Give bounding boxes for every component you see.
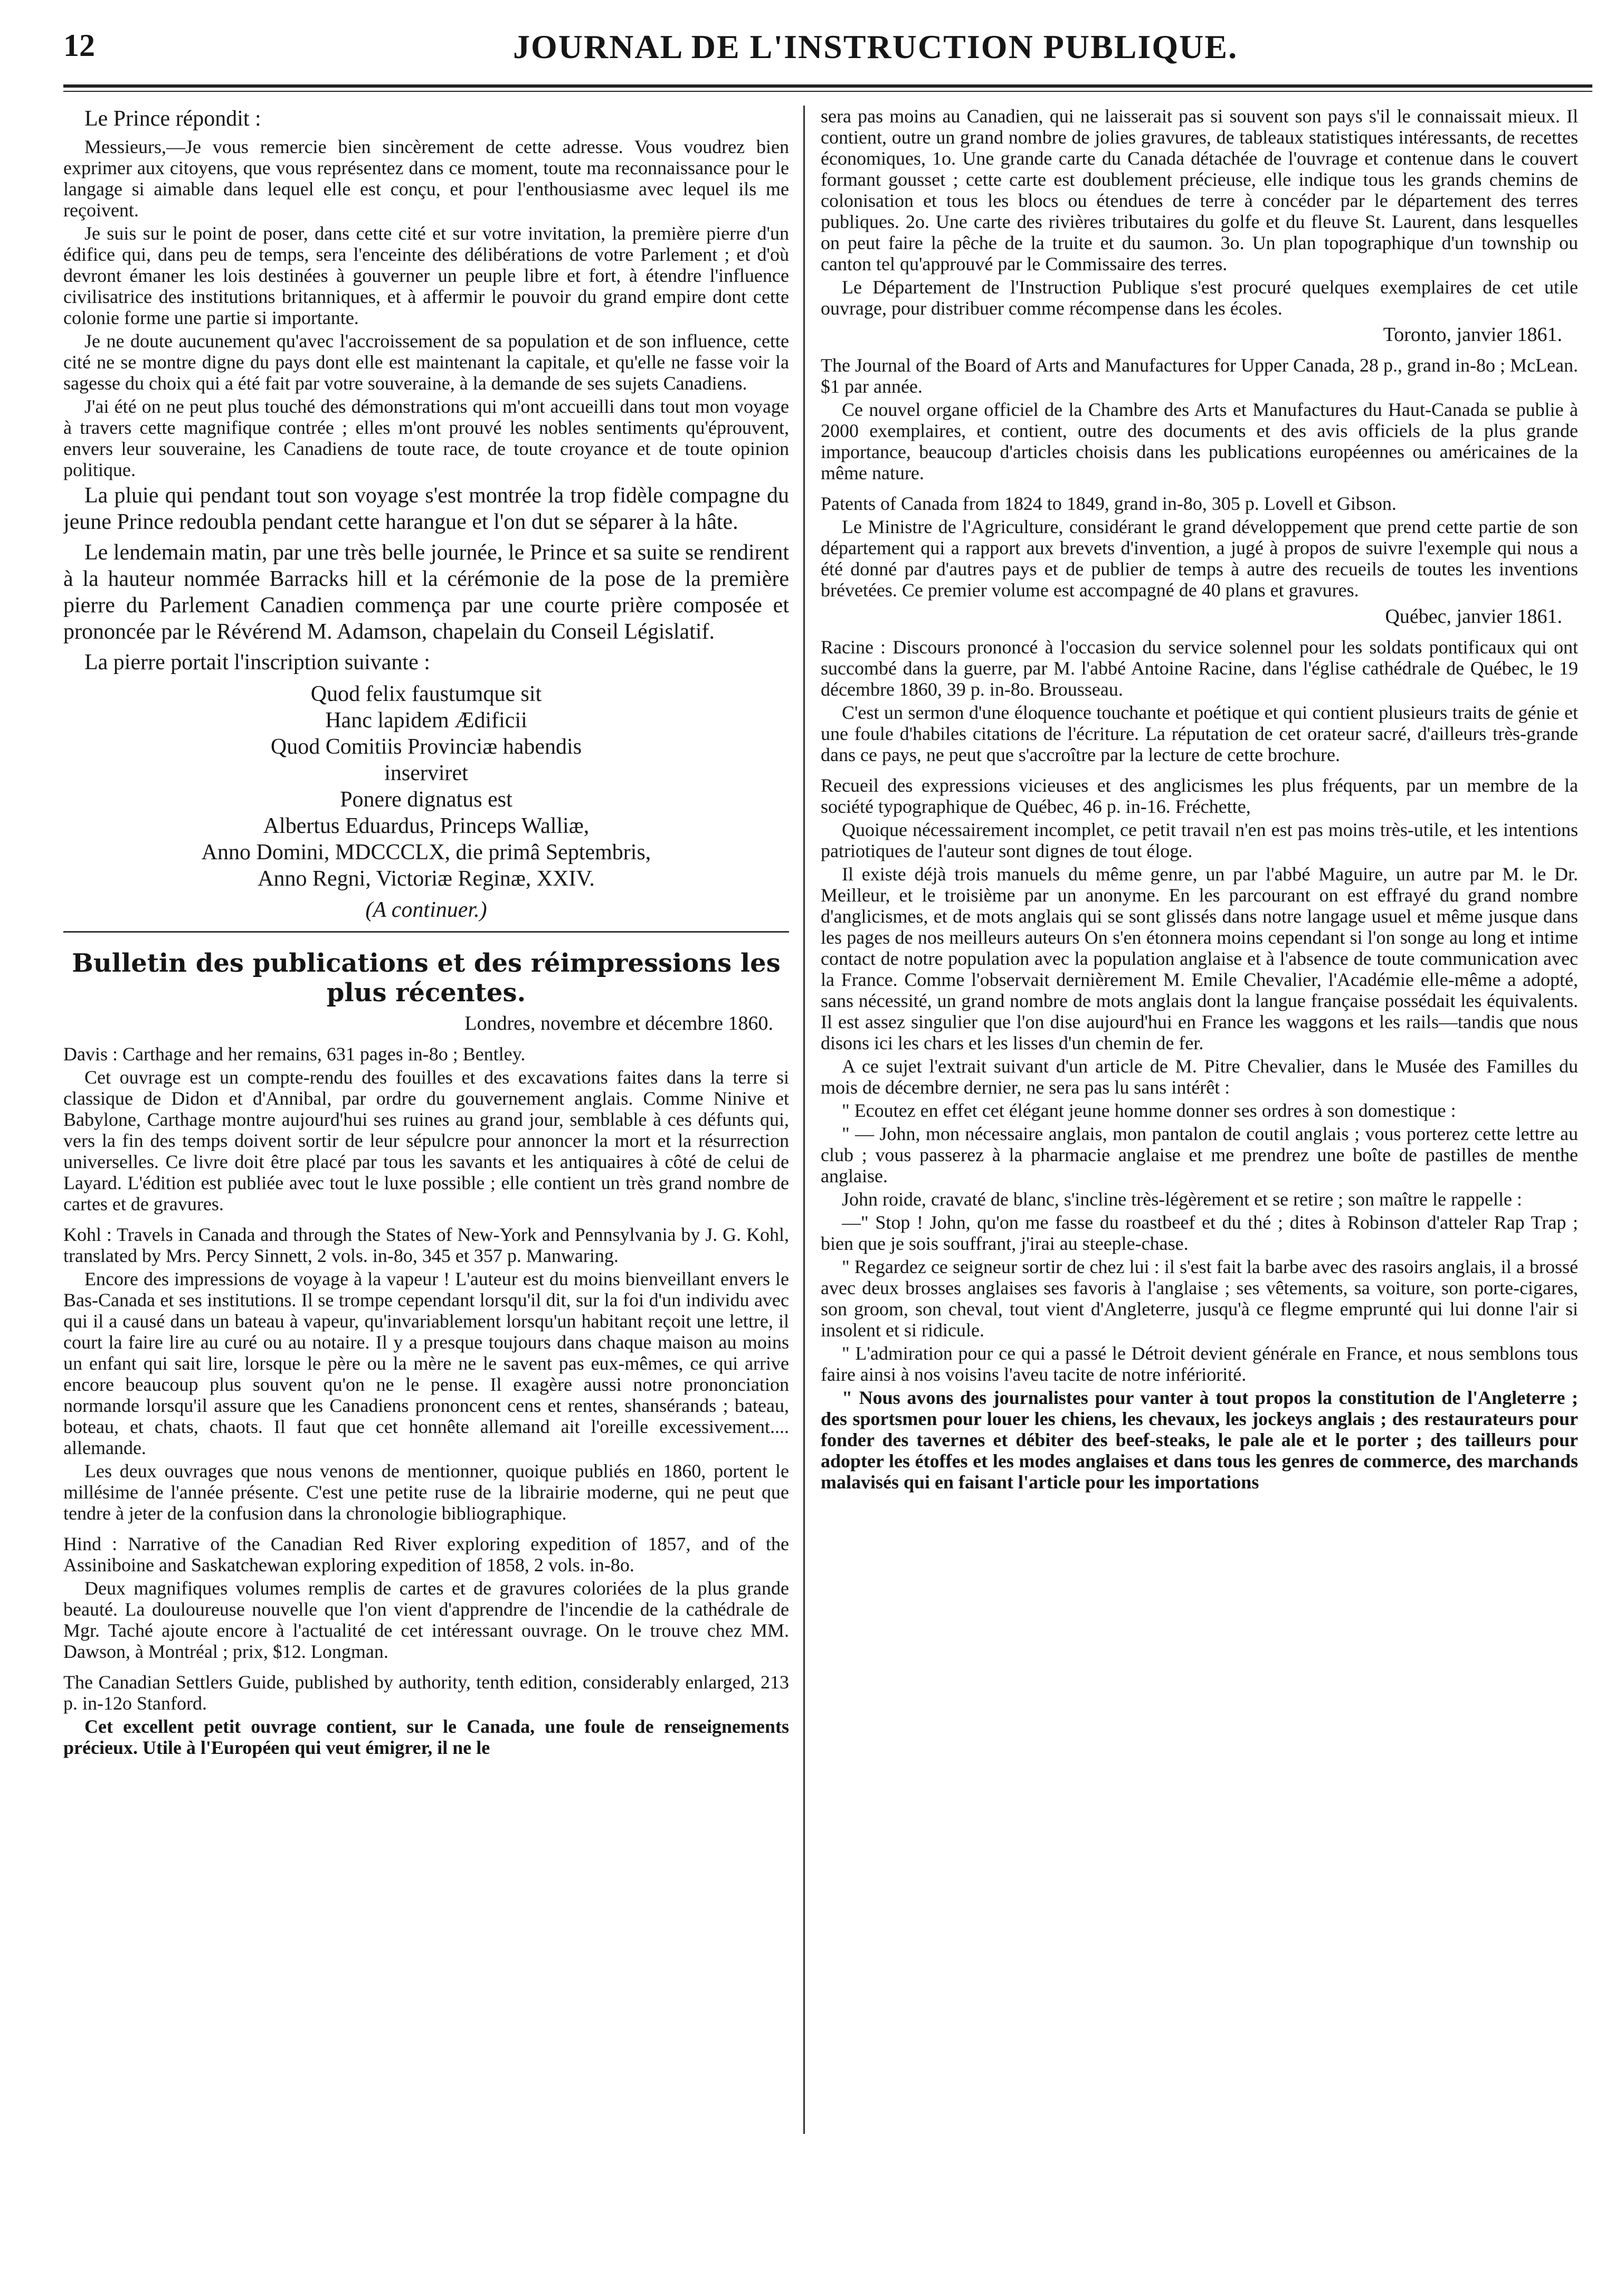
- section-separator: [63, 931, 789, 933]
- narrative-paragraph: La pierre portait l'inscription suivante :: [84, 650, 430, 675]
- entry-heading-racine: Racine : Discours prononcé à l'occasion du service solennel pour les soldats pontificaux qui ont succombé dans la guerre, par M. l'abbé Antoine Racine, dans l'église cathédrale de Québec, le 19 décembre 1860, 39 p. in-8o. Brousseau.: [821, 637, 1578, 700]
- right-column: [821, 106, 1578, 2150]
- speech-paragraph: Je ne doute aucunement qu'avec l'accroissement de sa population et de son influence, cette cité ne se montre digne du pays dont elle est maintenant la capitale, et qu'elle ne fasse voir la sagesse du choix qui a été fait par votre souveraine, à la demande de ses sujets Canadiens.: [63, 330, 789, 394]
- page-number: 12: [63, 28, 95, 63]
- entry-body: Le Ministre de l'Agriculture, considérant le grand développement que prend cette partie de son département qui a rapport aux brevets d'invention, a jugé à propos de suivre l'exemple qui nous a été donné par d'autres pays et de publier de temps à autre des recueils de toutes les inventions brévetées. Ce premier volume est accompagné de 40 plans et gravures.: [821, 516, 1578, 601]
- speech-paragraph: Messieurs,—Je vous remercie bien sincèrement de cette adresse. Vous voudrez bien exprimer aux citoyens, que vous représentez dans ce moment, toute ma reconnaissance pour le langage si aimable dans lequel elle est conçu, et pour l'enthousiasme avec lequel ils me reçoivent.: [63, 136, 789, 221]
- narrative-paragraph: Le lendemain matin, par une très belle journée, le Prince et sa suite se rendirent à la hauteur nommée Barracks hill et la cérémonie de la pose de la première pierre du Parlement Canadien commença par une courte prière composée et prononcée par le Révérend M. Adamson, chapelain du Conseil Législatif.: [63, 540, 789, 644]
- header-rule-thin: [63, 91, 1592, 92]
- continued-paragraph: sera pas moins au Canadien, qui ne laisserait pas si souvent son pays s'il le connaissait mieux. Il contient, outre un grand nombre de jolies gravures, de tableaux statistiques intéressants, de recettes économiques, 1o. Une grande carte du Canada détachée de l'ouvrage et contenue dans le couvert formant gousset ; cette carte est doublement précieuse, elle indique tous les grands chemins de colonisation et tous les blocs ou étendues de terre à concéder par le département des terres publiques. 2o. Une carte des rivières tributaires du golfe et du fleuve St. Laurent, dans lesquelles on peut faire la pêche de la truite et du saumon. 3o. Un plan topographique d'un township ou canton tel qu'approuvé par le Commissaire des terres.: [821, 106, 1578, 274]
- entry-body: Ce nouvel organe officiel de la Chambre des Arts et Manufactures du Haut-Canada se publie à 2000 exemplaires, et contient, outre des documents et des avis officiels de la plus grande importance, beaucoup d'articles choisis dans les publications européennes ou américaines de la même nature.: [821, 399, 1578, 483]
- quote-paragraph: " Nous avons des journalistes pour vanter à tout propos la constitution de l'Angleterre ; des sportsmen pour louer les chiens, les chevaux, les jockeys anglais ; des restaurateurs pour fonder des tavernes et débiter des beef-steaks, le pale ale et le porter ; des tailleurs pour adopter les étoffes et les modes anglaises et dans tous les genres de commerce, des marchands malavisés qui en faisant l'article pour les importations: [821, 1387, 1578, 1493]
- header-rule: [63, 84, 1592, 88]
- entry-body: A ce sujet l'extrait suivant d'un article de M. Pitre Chevalier, dans le Musée des Familles du mois de décembre dernier, ne sera pas lu sans intérêt :: [821, 1056, 1578, 1098]
- entry-heading-kohl: Kohl : Travels in Canada and through the States of New-York and Pennsylvania by J. G. Kohl, translated by Mrs. Percy Sinnett, 2 vols. in-8o, 345 et 357 p. Manwaring.: [63, 1224, 789, 1266]
- inscription-line: Ponere dignatus est: [340, 787, 512, 812]
- inscription-line: Quod felix faustumque sit: [310, 682, 542, 706]
- running-title: JOURNAL DE L'INSTRUCTION PUBLIQUE.: [512, 28, 1238, 65]
- entry-heading-hind: Hind : Narrative of the Canadian Red River exploring expedition of 1857, and of the Assiniboine and Saskatchewan exploring expedition of 1858, 2 vols. in-8o.: [63, 1533, 789, 1576]
- stone-inscription: [63, 681, 789, 892]
- prince-reply-intro-block: [63, 106, 789, 132]
- left-column: [63, 106, 789, 2150]
- entry-body: Encore des impressions de voyage à la vapeur ! L'auteur est du moins bienveillant envers le Bas-Canada et ses institutions. Il se trompe cependant lorsqu'il dit, sur la foi d'un individu avec qui il a causé dans un bateau à vapeur, qu'invariablement lorsqu'un habitant reçoit une lettre, il court la faire lire au curé ou au notaire. Il y a presque toujours dans chaque maison au moins un enfant qui sait lire, lorsque le père ou la mère ne le savent pas eux-mêmes, ce qui arrive encore beaucoup plus souvent qu'on ne le pense. Il exagère aussi notre prononciation normande lorsqu'il assure que les Canadiens prononcent cens et rentes, shansérands ; bateau, boteau, et chats, chaots. Il faut que cet honnête allemand ait l'oreille excessivement.... allemande.: [63, 1268, 789, 1458]
- inscription-line: Anno Domini, MDCCCLX, die primâ Septembris,: [201, 840, 651, 865]
- entry-heading-settlers-guide: The Canadian Settlers Guide, published by authority, tenth edition, considerably enlarged, 213 p. in-12o Stanford.: [63, 1672, 789, 1714]
- narrative-paragraph: La pluie qui pendant tout son voyage s'est montrée la trop fidèle compagne du jeune Prince redoubla pendant cette harangue et l'on dut se séparer à la hâte.: [63, 483, 789, 534]
- entry-heading-journal: The Journal of the Board of Arts and Manufactures for Upper Canada, 28 p., grand in-8o ; McLean. $1 par année.: [821, 355, 1578, 397]
- narrative-block: [63, 482, 789, 676]
- entry-body: Les deux ouvrages que nous venons de mentionner, quoique publiés en 1860, portent le millésime de l'année présente. C'est une petite ruse de la librairie moderne, qui ne peut que tendre à jeter de la confusion dans la chronologie bibliographique.: [63, 1460, 789, 1524]
- quote-paragraph: " L'admiration pour ce qui a passé le Détroit devient générale en France, et nous semblons tous faire ainsi à nos voisins l'aveu tacite de notre infériorité.: [821, 1343, 1578, 1385]
- inscription-line: Hanc lapidem Ædificii: [325, 708, 527, 733]
- inscription-line: inserviret: [384, 761, 468, 785]
- quote-paragraph: " Regardez ce seigneur sortir de chez lui : il s'est fait la barbe avec des rasoirs anglais, il a brossé avec deux brosses anglaises ses favoris à l'anglaise ; ses vêtements, sa voiture, son porte-cigares, son groom, son cheval, tout vient d'Angleterre, jusqu'à ce flegme emprunté qui lui donne l'air si insolent et si ridicule.: [821, 1256, 1578, 1341]
- paragraph: Le Département de l'Instruction Publique s'est procuré quelques exemplaires de cet utile ouvrage, pour distribuer comme récompense dans les écoles.: [821, 277, 1578, 319]
- entry-heading-recueil: Recueil des expressions vicieuses et des anglicismes les plus fréquents, par un membre de la société typographique de Québec, 46 p. in-16. Fréchette,: [821, 775, 1578, 817]
- inscription-line: Albertus Eduardus, Princeps Walliæ,: [263, 814, 590, 838]
- to-be-continued: (A continuer.): [365, 898, 487, 922]
- entry-heading-davis: Davis : Carthage and her remains, 631 pages in-8o ; Bentley.: [63, 1043, 526, 1065]
- dateline-toronto: Toronto, janvier 1861.: [1383, 324, 1562, 346]
- inscription-line: Quod Comitiis Provinciæ habendis: [270, 735, 582, 759]
- entry-heading-patents: Patents of Canada from 1824 to 1849, grand in-8o, 305 p. Lovell et Gibson.: [821, 493, 1397, 514]
- entry-body: Cet ouvrage est un compte-rendu des fouilles et des excavations faites dans la terre si classique de Didon et d'Annibal, par ordre du gouvernement anglais. Comme Ninive et Babylone, Carthage montre aujourd'hui ses ruines au grand jour, semblable à ces défunts qui, vers la fin des temps doivent sortir de leur sépulcre pour annoncer la mort et la résurrection universelles. Ce livre doit être placé par tous les savants et les antiquaires à côté de celui de Layard. L'édition est publiée avec tout le luxe possible ; elle contient un très grand nombre de cartes et de gravures.: [63, 1067, 789, 1214]
- quote-paragraph: " Ecoutez en effet cet élégant jeune homme donner ses ordres à son domestique :: [842, 1100, 1456, 1121]
- entry-body: Quoique nécessairement incomplet, ce petit travail n'en est pas moins très-utile, et les intentions patriotiques de l'auteur sont dignes de tout éloge.: [821, 819, 1578, 861]
- prince-reply-intro: Le Prince répondit :: [84, 107, 261, 131]
- quote-paragraph: " — John, mon nécessaire anglais, mon pantalon de coutil anglais ; vous porterez cette lettre au club ; vous passerez à la pharmacie anglaise et me prendrez une boîte de pastilles de menthe anglaise.: [821, 1123, 1578, 1187]
- column-divider: [803, 106, 805, 2134]
- inscription-line: Anno Regni, Victoriæ Reginæ, XXIV.: [258, 867, 595, 891]
- entry-body: Deux magnifiques volumes remplis de cartes et de gravures coloriées de la plus grande beauté. La douloureuse nouvelle que l'on vient d'apprendre de l'incendie de la cathédrale de Mgr. Taché ajoute encore à l'actualité de cet intéressant ouvrage. On le trouve chez MM. Dawson, à Montréal ; prix, $12. Longman.: [63, 1578, 789, 1662]
- entry-body: Il existe déjà trois manuels du même genre, un par l'abbé Maguire, un autre par M. le Dr. Meilleur, et le troisième par un anonyme. En les parcourant on est effrayé du grand nombre d'anglicismes, et de mots anglais qui se sont glissés dans notre langage usuel et même jusque dans les pages de nos meilleurs auteurs On s'en étonnera moins cependant si l'on songe au long et intime contact de notre population avec la population anglaise et à l'absence de toute communication avec la France. Comme l'observait dernièrement M. Emile Chevalier, l'Académie elle-même a adopté, sans nécessité, un grand nombre de mots anglais dont la langue française possédait les équivalents. Il est assez singulier que l'on dise aujourd'hui en France les waggons et les rails—tandis que nous disons ici les chars et les lisses d'un chemin de fer.: [821, 863, 1578, 1054]
- entry-body: C'est un sermon d'une éloquence touchante et poétique et qui contient plusieurs traits de génie et une foule d'habiles citations de l'écriture. La réputation de cet orateur sacré, d'ailleurs très-grande dans ce pays, ne peut que s'accroître par la lecture de cette brochure.: [821, 702, 1578, 765]
- speech-paragraph: J'ai été on ne peut plus touché des démonstrations qui m'ont accueilli dans tout mon voyage à travers cette magnifique contrée ; elles m'ont prouvé les nobles sentiments qu'éprouvent, envers leur souveraine, les Canadiens de toute race, de toute croyance et de toute opinion politique.: [63, 396, 789, 480]
- entry-body: Cet excellent petit ouvrage contient, sur le Canada, une foule de renseignements précieux. Utile à l'Européen qui veut émigrer, il ne le: [63, 1716, 789, 1758]
- speech-paragraph: Je suis sur le point de poser, dans cette cité et sur votre invitation, la première pierre d'un édifice qui, dans peu de temps, sera l'enceinte des délibérations de votre Parlement ; et d'où devront émaner les lois destinées à gouverner un peuple libre et fort, à étendre l'influence civilisatrice des institutions britanniques, et à affermir le pouvoir du grand empire dont cette colonie forme une partie si importante.: [63, 223, 789, 328]
- dateline-quebec: Québec, janvier 1861.: [1385, 605, 1562, 628]
- quote-paragraph: —" Stop ! John, qu'on me fasse du roastbeef et du thé ; dites à Robinson d'atteler Rap Trap ; bien que je sois souffrant, j'irai au steeple-chase.: [821, 1212, 1578, 1254]
- bulletin-heading: Bulletin des publications et des réimpressions les plus récentes.: [72, 948, 781, 1008]
- dateline-london: Londres, novembre et décembre 1860.: [464, 1012, 773, 1035]
- quote-paragraph: John roide, cravaté de blanc, s'incline très-légèrement et se retire ; son maître le rappelle :: [842, 1189, 1522, 1210]
